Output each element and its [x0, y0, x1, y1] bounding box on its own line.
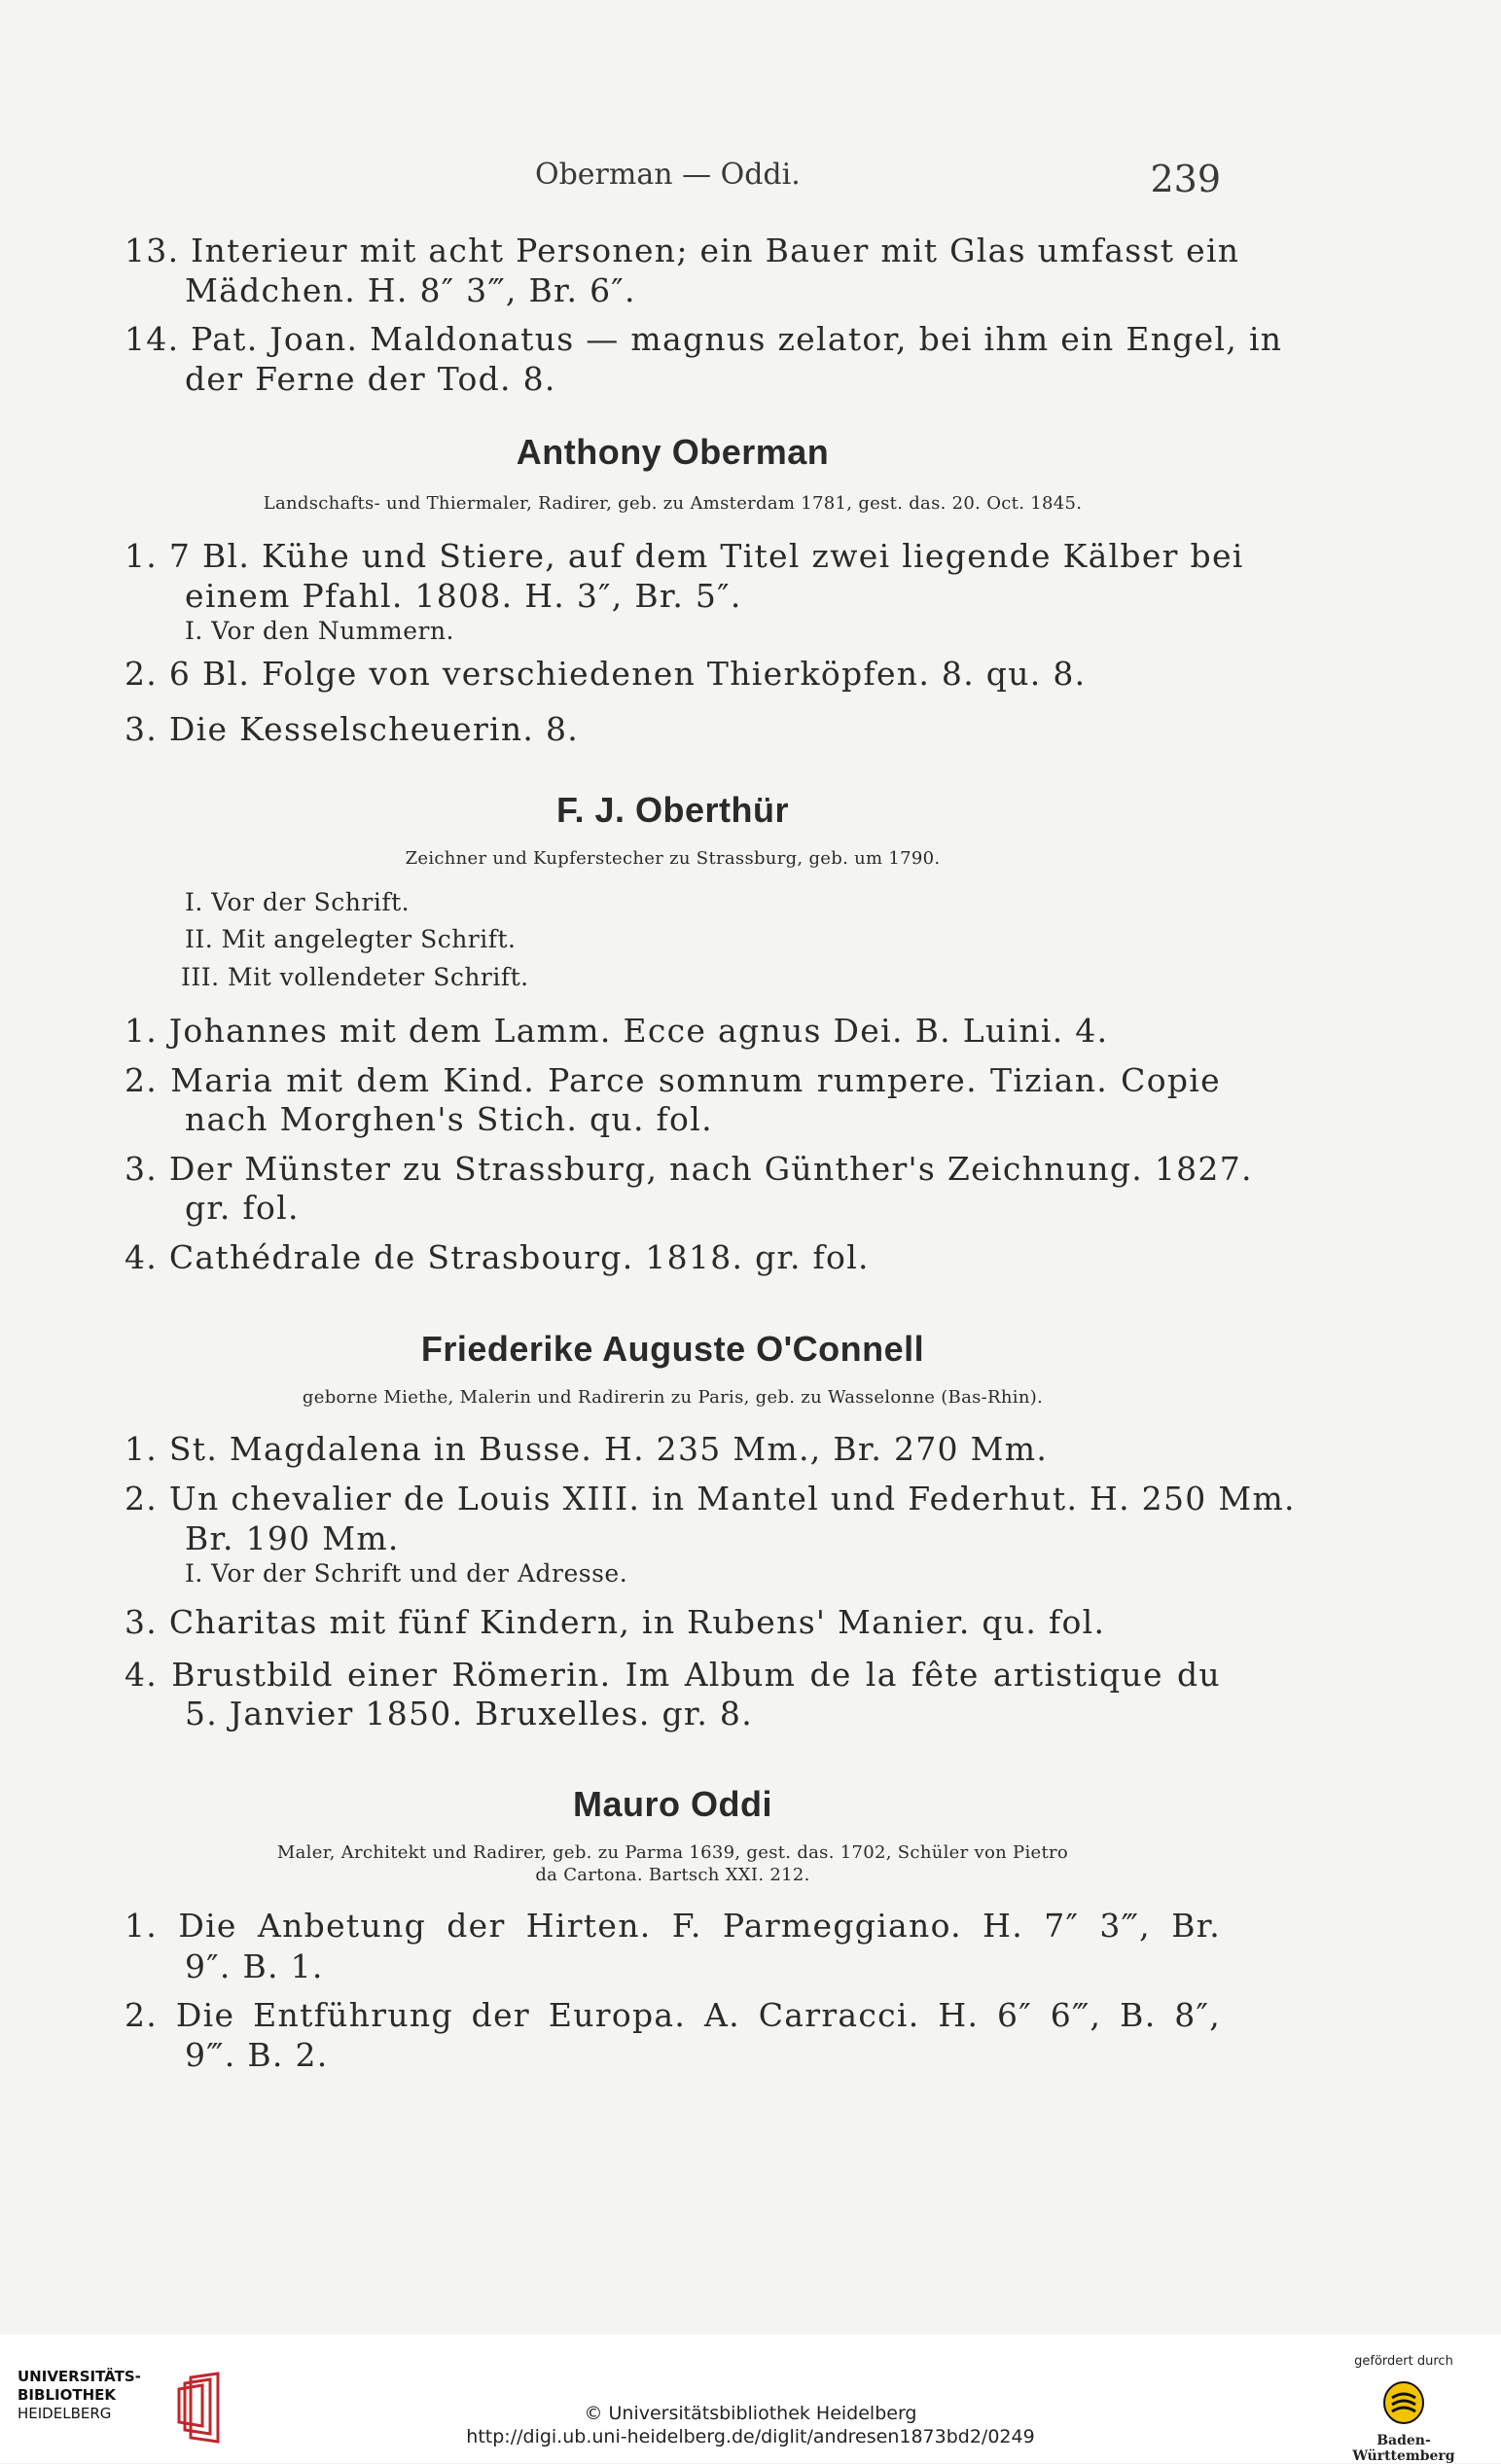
- library-name-line: BIBLIOTHEK: [18, 2386, 116, 2404]
- page-number: 239: [1150, 158, 1221, 200]
- entry-line: 2. Maria mit dem Kind. Parce somnum rumpere. Tizian. Copie: [125, 1061, 1221, 1099]
- section-subtitle: Zeichner und Kupferstecher zu Strassburg, geb. um 1790.: [405, 848, 941, 869]
- entry-line: 3. Die Kesselscheuerin. 8.: [125, 710, 580, 748]
- state-note: III. Mit vollendeter Schrift.: [181, 963, 529, 991]
- entry-line: Mädchen. H. 8″ 3‴, Br. 6″.: [185, 271, 636, 309]
- library-name-line: UNIVERSITÄTS-: [18, 2368, 141, 2385]
- entry-line: der Ferne der Tod. 8.: [185, 360, 556, 398]
- entry-line: 2. Die Entführung der Europa. A. Carracci. H. 6″ 6‴, B. 8″,: [125, 1996, 1221, 2034]
- entry-line: 3. Der Münster zu Strassburg, nach Günther's Zeichnung. 1827.: [125, 1150, 1253, 1188]
- entry-line: 3. Charitas mit fünf Kindern, in Rubens' Manier. qu. fol.: [125, 1603, 1106, 1641]
- entry-line: 1. St. Magdalena in Busse. H. 235 Mm., Br. 270 Mm.: [125, 1430, 1049, 1468]
- entry-line: Br. 190 Mm.: [185, 1519, 400, 1557]
- entry-line: 2. Un chevalier de Louis XIII. in Mantel und Federhut. H. 250 Mm.: [125, 1480, 1296, 1518]
- funded-by-label: gefördert durch: [1354, 2354, 1453, 2369]
- copyright-text: © Universitätsbibliothek Heidelberg: [584, 2403, 917, 2424]
- entry-line: 4. Brustbild einer Römerin. Im Album de la fête artistique du: [125, 1656, 1221, 1694]
- state-note: I. Vor den Nummern.: [185, 617, 455, 645]
- entry-line: 2. 6 Bl. Folge von verschiedenen Thierköpfen. 8. qu. 8.: [125, 655, 1087, 693]
- entry-line: einem Pfahl. 1808. H. 3″, Br. 5″.: [185, 577, 742, 615]
- entry-line: gr. fol.: [185, 1189, 300, 1227]
- library-name-line: HEIDELBERG: [18, 2405, 112, 2422]
- entry-line: 5. Janvier 1850. Bruxelles. gr. 8.: [185, 1695, 753, 1732]
- funder-name: Baden-Württemberg: [1352, 2433, 1455, 2464]
- entry-line: 9‴. B. 2.: [185, 2036, 329, 2074]
- section-heading-oberman: Anthony Oberman: [516, 432, 830, 472]
- entry-line: 1. Die Anbetung der Hirten. F. Parmeggiano. H. 7″ 3‴, Br.: [125, 1907, 1221, 1945]
- entry-line: 1. Johannes mit dem Lamm. Ecce agnus Dei. B. Luini. 4.: [125, 1012, 1109, 1050]
- footer-bar: [0, 2335, 1501, 2463]
- entry-line: nach Morghen's Stich. qu. fol.: [185, 1100, 713, 1138]
- section-heading-oddi: Mauro Oddi: [573, 1784, 772, 1824]
- state-note: I. Vor der Schrift.: [185, 888, 411, 916]
- state-note: I. Vor der Schrift und der Adresse.: [185, 1559, 628, 1588]
- section-subtitle: Landschafts- und Thiermaler, Radirer, geb. zu Amsterdam 1781, gest. das. 20. Oct. 1845.: [263, 493, 1083, 514]
- state-crest-icon: [1381, 2380, 1426, 2425]
- entry-line: 9″. B. 1.: [185, 1947, 324, 1985]
- state-note: II. Mit angelegter Schrift.: [185, 925, 517, 953]
- section-subtitle: geborne Miethe, Malerin und Radirerin zu Paris, geb. zu Wasselonne (Bas-Rhin).: [302, 1387, 1044, 1408]
- funder-block: [1336, 2354, 1472, 2464]
- entry-line: 4. Cathédrale de Strasbourg. 1818. gr. fol.: [125, 1238, 870, 1276]
- entry-line: 1. 7 Bl. Kühe und Stiere, auf dem Titel zwei liegende Kälber bei: [125, 537, 1244, 575]
- section-subtitle: Maler, Architekt und Radirer, geb. zu Parma 1639, gest. das. 1702, Schüler von Pietro: [276, 1842, 1069, 1863]
- running-title: Oberman — Oddi.: [535, 158, 801, 192]
- entry-line: 14. Pat. Joan. Maldonatus — magnus zelator, bei ihm ein Engel, in: [125, 320, 1283, 358]
- section-heading-oconnell: Friederike Auguste O'Connell: [420, 1329, 925, 1369]
- source-url-link[interactable]: http://digi.ub.uni-heidelberg.de/diglit/andresen1873bd2/0249: [466, 2426, 1035, 2447]
- section-heading-oberthuer: F. J. Oberthür: [555, 790, 790, 830]
- section-subtitle: da Cartona. Bartsch XXI. 212.: [535, 1865, 810, 1885]
- entry-line: 13. Interieur mit acht Personen; ein Bauer mit Glas umfasst ein: [125, 232, 1240, 269]
